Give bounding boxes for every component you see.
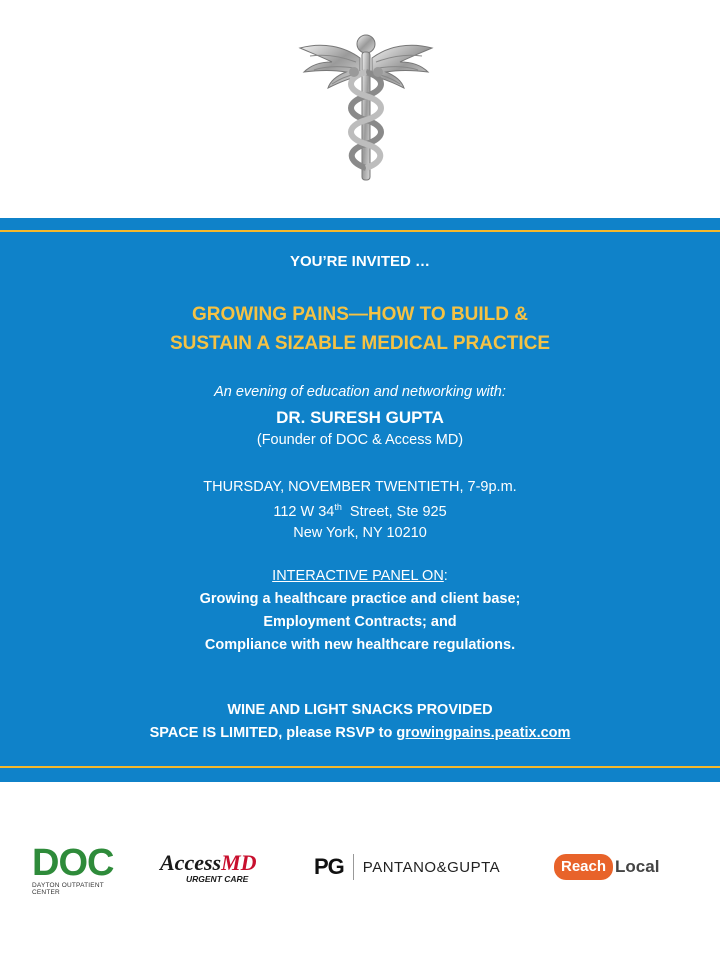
event-intro: An evening of education and networking with: (214, 384, 506, 400)
event-title-line2: SUSTAIN A SIZABLE MEDICAL PRACTICE (169, 333, 550, 354)
banner-rule-bottom (0, 766, 720, 768)
panel-heading (0, 568, 720, 584)
event-title-line1: GROWING PAINS—HOW TO BUILD & (191, 304, 528, 325)
reachlocal-logo-local: Local (615, 857, 660, 876)
pg-logo-divider (353, 854, 354, 880)
rsvp-link[interactable]: growingpains.peatix.com (396, 725, 571, 741)
doc-logo (32, 844, 132, 896)
panel-heading-text: INTERACTIVE PANEL ON (272, 568, 444, 584)
panel-item: Compliance with new healthcare regulations. (204, 637, 516, 653)
panel-heading-colon: : (443, 568, 448, 584)
speaker-affiliation: (Founder of DOC & Access MD) (256, 432, 464, 448)
event-address (0, 502, 720, 520)
event-city: New York, NY 10210 (293, 525, 427, 541)
address-number: 112 W 34 (273, 503, 335, 520)
rsvp-line (0, 725, 720, 741)
reachlocal-logo (554, 854, 664, 880)
accessmd-logo (160, 852, 290, 884)
panel-item: Employment Contracts; and (263, 614, 457, 630)
doc-logo-mark: DOC (32, 842, 114, 884)
doc-logo-subtitle: DAYTON OUTPATIENT CENTER (32, 882, 104, 896)
banner-rule-top (0, 230, 720, 232)
invited-heading: YOU’RE INVITED … (289, 253, 431, 270)
accessmd-logo-md: MD (221, 850, 257, 875)
panel-item: Growing a healthcare practice and client base; (199, 591, 521, 607)
speaker-name: DR. SURESH GUPTA (276, 408, 444, 427)
invitation-banner (0, 218, 720, 782)
event-date: THURSDAY, NOVEMBER TWENTIETH, 7-9p.m. (203, 479, 517, 495)
sponsor-logos (0, 836, 720, 900)
rsvp-text: SPACE IS LIMITED, please RSVP to (149, 725, 397, 741)
address-ordinal: th (334, 502, 342, 512)
refreshments-note: WINE AND LIGHT SNACKS PROVIDED (227, 702, 493, 718)
accessmd-logo-access: Access (160, 850, 222, 875)
caduceus-icon (296, 28, 436, 184)
pantano-gupta-logo (314, 854, 514, 880)
pg-logo-name: PANTANO&GUPTA (362, 858, 501, 876)
accessmd-logo-subtitle: URGENT CARE (186, 874, 249, 884)
pg-logo-mark: PG (314, 854, 344, 879)
accessmd-logo-mark (160, 852, 290, 874)
reachlocal-logo-reach: Reach (554, 854, 613, 880)
address-street: Street, Ste 925 (341, 503, 447, 520)
